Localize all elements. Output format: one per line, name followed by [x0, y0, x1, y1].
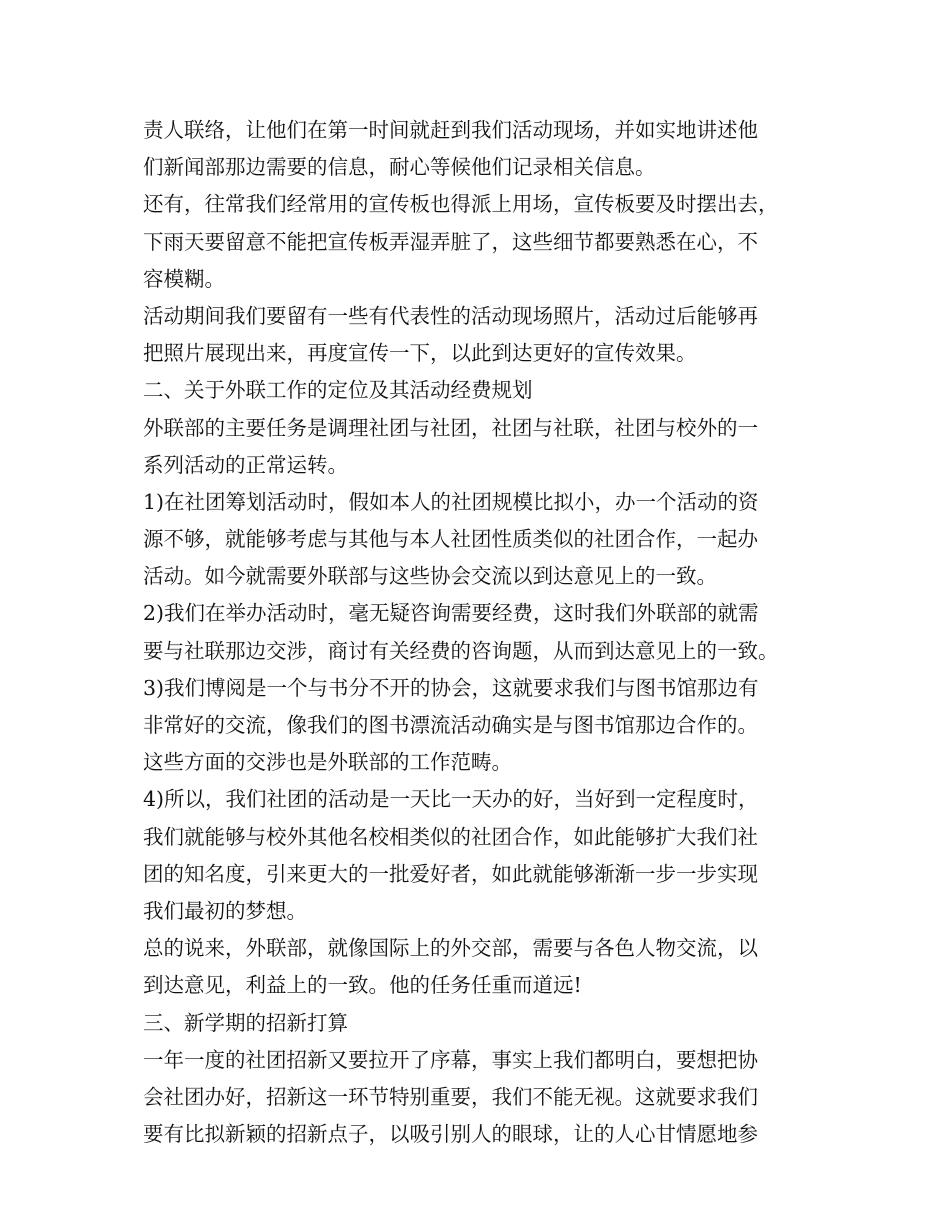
- text-line: 团的知名度，引来更大的一批爱好者，如此就能够渐渐一步一步实现: [143, 861, 758, 886]
- text-line: 系列活动的正常运转。: [143, 452, 348, 477]
- text-line: 我们最初的梦想。: [143, 898, 307, 923]
- text-line: 要有比拟新颖的招新点子，以吸引别人的眼球，让的人心甘情愿地参: [143, 1122, 758, 1147]
- text-line: 外联部的主要任务是调理社团与社团，社团与社联，社团与校外的一: [143, 415, 758, 440]
- text-line: 4)所以，我们社团的活动是一天比一天办的好，当好到一定程度时，: [143, 787, 759, 812]
- text-line: 们新闻部那边需要的信息，耐心等候他们记录相关信息。: [143, 155, 656, 180]
- text-line: 非常好的交流，像我们的图书漂流活动确实是与图书馆那边合作的。: [143, 713, 758, 737]
- text-line: 到达意见，利益上的一致。他的任务任重而道远!: [143, 973, 582, 998]
- text-line: 总的说来，外联部，就像国际上的外交部，需要与各色人物交流，以: [143, 936, 758, 961]
- text-line: 把照片展现出来，再度宣传一下，以此到达更好的宣传效果。: [143, 341, 697, 366]
- text-line: 会社团办好，招新这一环节特别重要，我们不能无视。这就要求我们: [143, 1084, 758, 1109]
- text-line: 要与社联那边交涉，商讨有关经费的咨询题，从而到达意见上的一致。: [143, 638, 779, 663]
- text-line: 活动期间我们要留有一些有代表性的活动现场照片，活动过后能够再: [143, 303, 758, 328]
- text-line: 源不够，就能够考虑与其他与本人社团性质类似的社团合作，一起办: [143, 527, 758, 552]
- text-line: 2)我们在举办活动时，毫无疑咨询需要经费，这时我们外联部的就需: [143, 601, 759, 626]
- text-line: 我们就能够与校外其他名校相类似的社团合作，如此能够扩大我们社: [143, 824, 758, 849]
- text-line: 这些方面的交涉也是外联部的工作范畴。: [143, 750, 512, 775]
- text-line: 容模糊。: [143, 266, 225, 291]
- section-heading-3: 三、新学期的招新打算: [143, 1010, 348, 1035]
- text-line: 下雨天要留意不能把宣传板弄湿弄脏了，这些细节都要熟悉在心，不: [143, 229, 758, 254]
- text-line: 责人联络，让他们在第一时间就赶到我们活动现场，并如实地讲述他: [143, 118, 758, 142]
- text-line: 3)我们博阅是一个与书分不开的协会，这就要求我们与图书馆那边有: [143, 675, 759, 700]
- document-body: [143, 112, 823, 1153]
- section-heading-2: 二、关于外联工作的定位及其活动经费规划: [143, 378, 533, 403]
- text-line: 活动。如今就需要外联部与这些协会交流以到达意见上的一致。: [143, 564, 717, 589]
- text-line: 一年一度的社团招新又要拉开了序幕，事实上我们都明白，要想把协: [143, 1047, 758, 1072]
- text-line: 还有，往常我们经常用的宣传板也得派上用场，宣传板要及时摆出去，: [143, 192, 779, 217]
- text-line: 1)在社团筹划活动时，假如本人的社团规模比拟小，办一个活动的资: [143, 489, 759, 514]
